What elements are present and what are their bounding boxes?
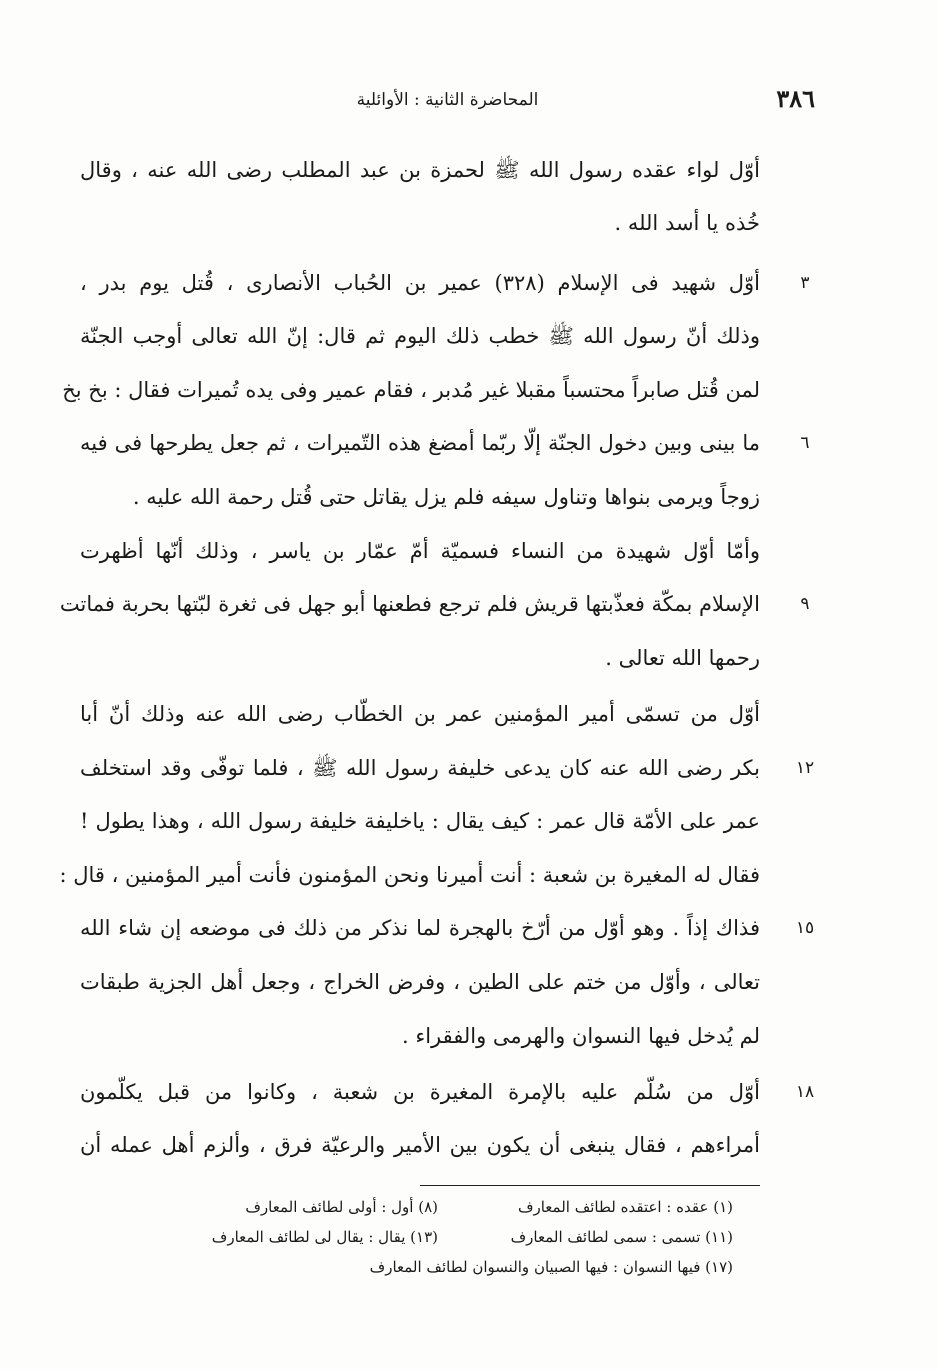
footnote: (١) عقده : اعتقده لطائف المعارف [517, 1198, 733, 1216]
text-line: لم يُدخل فيها النسوان والهرمى والفقراء . [401, 1024, 760, 1048]
page-header [80, 84, 815, 118]
footnote: (٨) أول : أولى لطائف المعارف [245, 1198, 438, 1216]
line-number: ٣ [800, 273, 810, 293]
line-number: ١٥ [795, 918, 815, 938]
text-line: وأمّا أوّل شهيدة من النساء فسميّة أمّ عمّار بن ياسر ، وذلك أنّها أظهرت [80, 539, 760, 563]
footnote-divider [420, 1185, 760, 1186]
text-line: زوجاً ويرمى بنواها وتناول سيفه فلم يزل يقاتل حتى قُتل رحمة الله عليه . [132, 485, 760, 509]
text-line: الإسلام بمكّة فعذّبتها قريش فلم ترجع فطعنها أبو جهل فى ثغرة لبّتها بحربة فماتت [59, 592, 760, 616]
page-number: ٣٨٦ [776, 84, 815, 113]
line-number: ١٨ [795, 1082, 815, 1102]
running-title: المحاضرة الثانية : الأوائلية [356, 90, 539, 110]
text-line: ما بينى وبين دخول الجنّة إلّا ربّما أمضغ هذه التّميرات ، ثم جعل يطرحها فى فيه [80, 431, 760, 455]
text-line: فقال له المغيرة بن شعبة : أنت أميرنا ونحن المؤمنون فأنت أمير المؤمنين ، قال : [59, 863, 760, 887]
text-line: خُذه يا أسد الله . [614, 211, 760, 235]
text-line: أوّل من تسمّى أمير المؤمنين عمر بن الخطّاب رضى الله عنه وذلك أنّ أبا [80, 702, 760, 726]
footnote: (١٣) يقال : يقال لى لطائف المعارف [211, 1228, 438, 1246]
line-number: ٩ [800, 594, 810, 614]
text-line: فذاك إذاً . وهو أوّل من أرّخ بالهجرة لما نذكر من ذلك فى موضعه إن شاء الله [80, 916, 760, 940]
line-number: ١٢ [795, 758, 815, 778]
line-number: ٦ [800, 433, 810, 453]
text-line: لمن قُتل صابراً محتسباً مقبلا غير مُدبر ، فقام عمير وفى يده تُميرات فقال : بخ بخ [62, 378, 760, 402]
text-line: رحمها الله تعالى . [605, 646, 760, 670]
text-line: أوّل لواء عقده رسول الله ﷺ لحمزة بن عبد المطلب رضى الله عنه ، وقال [80, 158, 760, 182]
text-line: أمراءهم ، فقال ينبغى أن يكون بين الأمير والرعيّة فرق ، وألزم أهل عمله أن [80, 1133, 760, 1157]
text-line: أوّل من سُلّم عليه بالإمرة المغيرة بن شعبة ، وكانوا من قبل يكلّمون [80, 1080, 760, 1104]
text-line: عمر على الأمّة قال عمر : كيف يقال : ياخليفة خليفة رسول الله ، وهذا يطول ! [80, 809, 760, 833]
text-line: أوّل شهيد فى الإسلام (٣٢٨) عمير بن الحُباب الأنصارى ، قُتل يوم بدر ، [80, 271, 761, 295]
text-line: تعالى ، وأوّل من ختم على الطين ، وفرض الخراج ، وجعل أهل الجزية طبقات [80, 970, 760, 994]
footnote: (١١) تسمى : سمى لطائف المعارف [510, 1228, 733, 1246]
text-line: بكر رضى الله عنه كان يدعى خليفة رسول الله ﷺ ، فلما توفّى وقد استخلف [80, 756, 760, 780]
text-line: وذلك أنّ رسول الله ﷺ خطب ذلك اليوم ثم قال: إنّ الله تعالى أوجب الجنّة [80, 324, 760, 348]
footnote: (١٧) فيها النسوان : فيها الصبيان والنسوان لطائف المعارف [369, 1258, 733, 1276]
